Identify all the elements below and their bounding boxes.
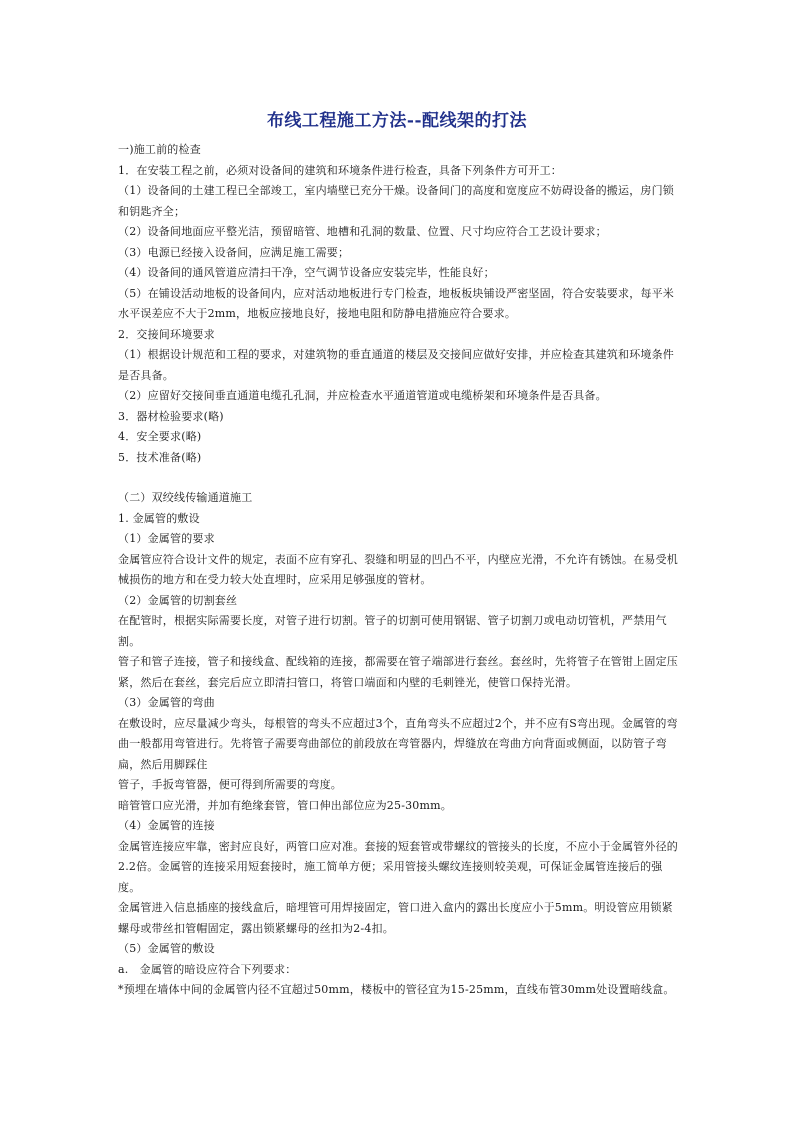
- section-heading: 一)施工前的检查: [118, 143, 201, 156]
- subsection-heading: （1）金属管的要求: [118, 532, 215, 545]
- paragraph: 在敷设时，应尽量减少弯头，每根管的弯头不应超过3个，直角弯头不应超过2个，并不应有S弯出现。金属管的弯曲一般都用弯管进行。先将管子需要弯曲部位的前段放在弯管器内，焊缝放在弯曲方向背面或侧面，以防管子弯扁，然后用脚踩住: [118, 716, 678, 771]
- paragraph: 暗管管口应光滑，并加有绝缘套管，管口伸出部位应为25-30mm。: [118, 798, 452, 812]
- paragraph: a. 金属管的暗设应符合下列要求：: [118, 962, 297, 976]
- paragraph: 金属管应符合设计文件的规定，表面不应有穿孔、裂缝和明显的凹凸不平，内壁应光滑，不允许有锈蚀。在易受机械损伤的地方和在受力较大处直埋时，应采用足够强度的管材。: [118, 552, 678, 586]
- paragraph: （3）电源已经接入设备间，应满足施工需要；: [118, 245, 350, 259]
- document-body: [118, 140, 680, 1001]
- paragraph: （5）在铺设活动地板的设备间内，应对活动地板进行专门检查，地板板块铺设严密坚固，符合安装要求，每平米水平误差应不大于2mm，地板应接地良好，接地电阻和防静电措施应符合要求。: [118, 286, 674, 320]
- subsection-heading: 2．交接间环境要求: [118, 327, 215, 341]
- paragraph: 管子和管子连接，管子和接线盒、配线箱的连接，都需要在管子端部进行套丝。套丝时，先将管子在管钳上固定压紧，然后在套丝，套完后应立即清扫管口，将管口端面和内壁的毛刺锉光，使管口保持光滑。: [118, 655, 678, 689]
- subsection-heading: 5．技术准备(略): [118, 450, 202, 464]
- paragraph: （1）设备间的土建工程已全部竣工，室内墙壁已充分干燥。设备间门的高度和宽度应不妨碍设备的搬运，房门锁和钥匙齐全；: [118, 184, 674, 218]
- paragraph: *预埋在墙体中间的金属管内径不宜超过50mm，楼板中的管径宜为15-25mm，直线布管30mm处设置暗线盒。: [118, 983, 675, 996]
- blank-line: [118, 468, 680, 488]
- subsection-heading: （3）金属管的弯曲: [118, 696, 215, 709]
- subsection-heading: 3．器材检验要求(略): [118, 409, 224, 423]
- paragraph: （2）应留好交接间垂直通道电缆孔孔洞，并应检查水平通道管道或电缆桥架和环境条件是否具备。: [118, 389, 607, 402]
- subsection-heading: （5）金属管的敷设: [118, 942, 215, 955]
- subsection-heading: （2）金属管的切割套丝: [118, 593, 238, 607]
- paragraph: 金属管进入信息插座的接线盒后，暗埋管可用焊接固定，管口进入盒内的露出长度应小于5mm。明设管应用锁紧螺母或带丝扣管帽固定，露出锁紧螺母的丝扣为2-4扣。: [118, 901, 673, 935]
- paragraph: （4）设备间的通风管道应清扫干净，空气调节设备应安装完毕，性能良好；: [118, 266, 495, 279]
- paragraph: （2）设备间地面应平整光洁，预留暗管、地槽和孔洞的数量、位置、尺寸均应符合工艺设计要求；: [118, 225, 607, 238]
- subsection-heading: 1. 金属管的敷设: [118, 511, 200, 525]
- subsection-heading: （4）金属管的连接: [118, 819, 215, 832]
- paragraph: 1．在安装工程之前，必须对设备间的建筑和环境条件进行检查，具备下列条件方可开工：: [118, 163, 562, 177]
- paragraph: 管子，手扳弯管器，便可得到所需要的弯度。: [118, 778, 342, 791]
- paragraph: 在配管时，根据实际需要长度，对管子进行切割。管子的切割可使用钢锯、管子切割刀或电动切管机，严禁用气割。: [118, 614, 667, 648]
- section-heading: （二）双绞线传输通道施工: [118, 491, 253, 504]
- subsection-heading: 4．安全要求(略): [118, 430, 202, 443]
- paragraph: （1）根据设计规范和工程的要求，对建筑物的垂直通道的楼层及交接间应做好安排，并应检查其建筑和环境条件是否具备。: [118, 348, 674, 382]
- document-title: 布线工程施工方法--配线架的打法: [266, 111, 528, 131]
- paragraph: 金属管连接应牢靠，密封应良好，两管口应对准。套接的短套管或带螺纹的管接头的长度，不应小于金属管外径的2.2倍。金属管的连接采用短套接时，施工简单方便；采用管接头螺纹连接则较美观，可保证金属管连接后的强度。: [118, 839, 678, 894]
